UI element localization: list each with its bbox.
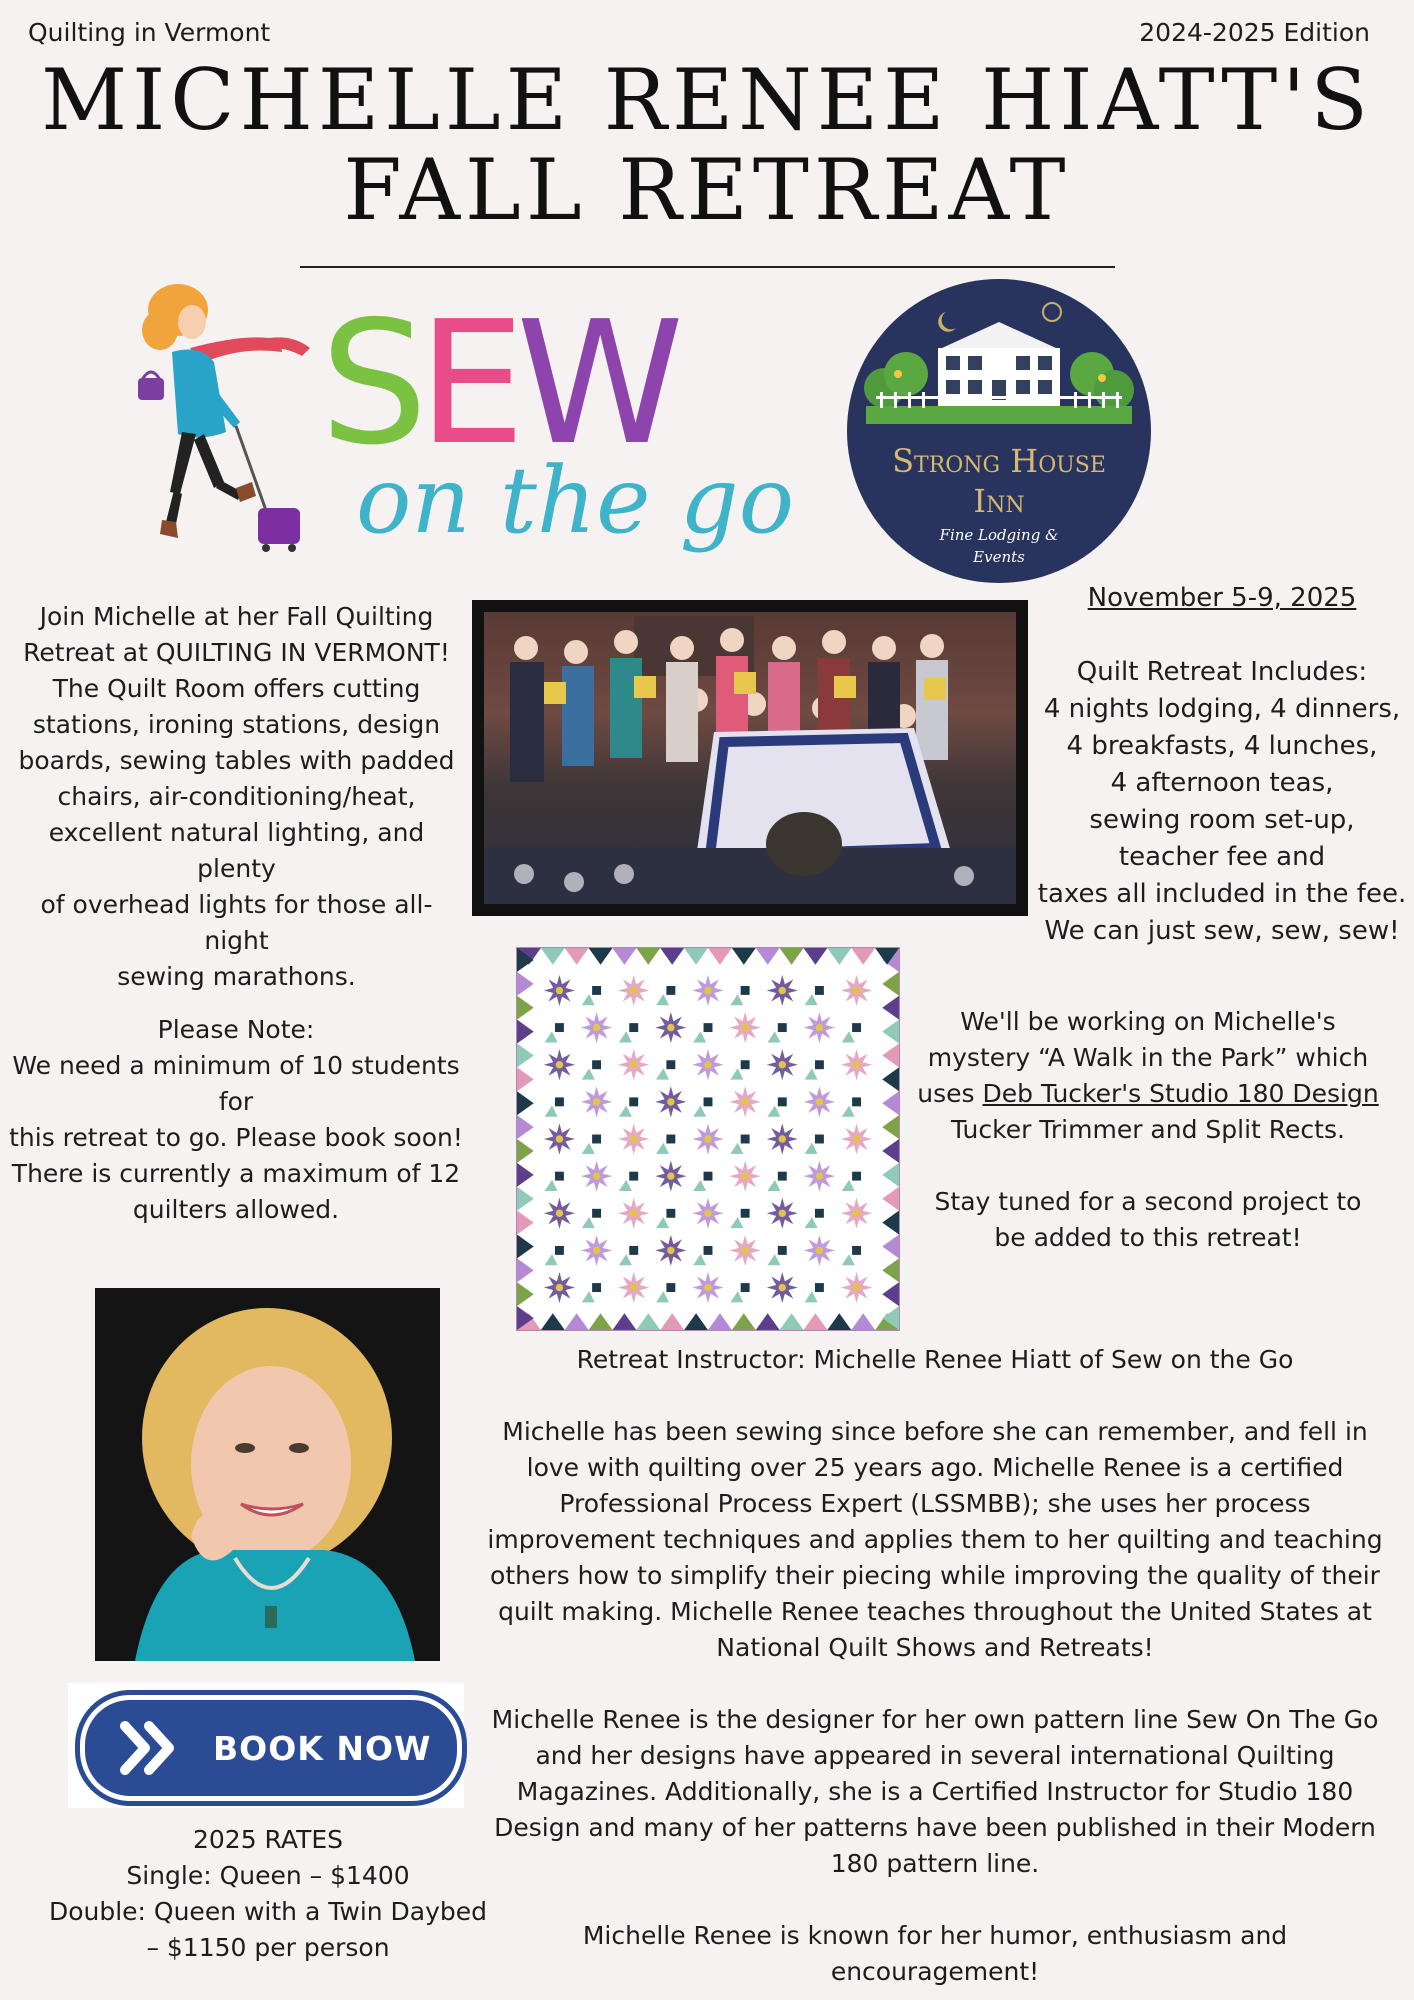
bio-line: Magazines. Additionally, she is a Certified Instructor for Studio 180 bbox=[516, 1777, 1354, 1806]
inn-tagline-line1: Fine Lodging & bbox=[939, 526, 1059, 544]
inn-tagline-line2: Events bbox=[973, 548, 1025, 566]
book-now-button[interactable] bbox=[68, 1683, 464, 1808]
instructor-bio bbox=[480, 1342, 1390, 1990]
rate-line: – $1150 per person bbox=[146, 1933, 390, 1962]
includes-line: taxes all included in the fee. bbox=[1037, 879, 1407, 909]
rates bbox=[48, 1822, 488, 1966]
bio-line: Professional Process Expert (LSSMBB); she uses her process bbox=[559, 1489, 1311, 1518]
intro-line: Retreat at QUILTING IN VERMONT! bbox=[23, 638, 450, 667]
includes-heading: Quilt Retreat Includes: bbox=[1076, 657, 1368, 687]
intro-paragraph bbox=[10, 599, 463, 995]
intro-line: of overhead lights for those all-night bbox=[40, 890, 433, 955]
group-photo bbox=[472, 600, 1028, 916]
project-line: Stay tuned for a second project to bbox=[934, 1187, 1362, 1216]
rate-line: Single: Queen – $1400 bbox=[126, 1861, 410, 1890]
project-line: Tucker Trimmer and Split Rects. bbox=[951, 1115, 1345, 1144]
title-divider bbox=[300, 266, 1115, 268]
includes-list bbox=[1036, 654, 1408, 950]
note-line: We need a minimum of 10 students for bbox=[12, 1051, 460, 1116]
sew-letter-e: E bbox=[418, 285, 526, 483]
page-title-line2: FALL RETREAT bbox=[343, 141, 1071, 239]
includes-line: 4 breakfasts, 4 lunches, bbox=[1066, 731, 1378, 761]
quilt-pattern-image bbox=[516, 947, 900, 1331]
note-heading: Please Note: bbox=[157, 1015, 315, 1044]
on-the-go-wordmark: on the go bbox=[356, 447, 795, 554]
bio-line: others how to simplify their piecing while improving the quality of their bbox=[490, 1561, 1380, 1590]
header-left: Quilting in Vermont bbox=[28, 18, 271, 47]
bio-line: and her designs have appeared in several international Quilting bbox=[535, 1741, 1335, 1770]
bio-line: 180 pattern line. bbox=[830, 1849, 1040, 1878]
includes-line: 4 nights lodging, 4 dinners, bbox=[1043, 694, 1401, 724]
project-line: mystery “A Walk in the Park” which bbox=[927, 1043, 1369, 1072]
bio-line: Design and many of her patterns have been published in their Modern bbox=[494, 1813, 1376, 1842]
rate-line: Double: Queen with a Twin Daybed bbox=[48, 1897, 488, 1926]
inn-name-line2: Inn bbox=[973, 482, 1025, 520]
bio-line: Michelle has been sewing since before she can remember, and fell in bbox=[502, 1417, 1368, 1446]
rates-heading: 2025 RATES bbox=[192, 1825, 344, 1854]
includes-line: teacher fee and bbox=[1118, 842, 1326, 872]
intro-line: sewing marathons. bbox=[117, 962, 356, 991]
bio-line: Michelle Renee is the designer for her own pattern line Sew On The Go bbox=[491, 1705, 1379, 1734]
includes-line: 4 afternoon teas, bbox=[1110, 768, 1334, 798]
bio-line: encouragement! bbox=[830, 1957, 1040, 1986]
project-line: uses bbox=[917, 1079, 983, 1108]
intro-line: chairs, air-conditioning/heat, bbox=[57, 782, 416, 811]
note-line: this retreat to go. Please book soon! bbox=[9, 1123, 463, 1152]
includes-line: sewing room set-up, bbox=[1089, 805, 1355, 835]
sew-letter-w: W bbox=[516, 285, 685, 483]
bio-line: Michelle Renee is known for her humor, enthusiasm and bbox=[582, 1921, 1288, 1950]
header-edition: 2024-2025 Edition bbox=[1139, 18, 1370, 47]
sew-on-the-go-logo bbox=[130, 282, 795, 572]
project-description bbox=[912, 1004, 1384, 1256]
sew-letter-s: S bbox=[320, 285, 428, 483]
inn-name-line1: Strong House bbox=[892, 442, 1106, 480]
intro-line: stations, ironing stations, design bbox=[32, 710, 441, 739]
intro-line: The Quilt Room offers cutting bbox=[52, 674, 421, 703]
double-chevron-icon bbox=[119, 1718, 189, 1778]
bio-line: National Quilt Shows and Retreats! bbox=[716, 1633, 1154, 1662]
please-note bbox=[0, 1012, 472, 1228]
intro-line: Join Michelle at her Fall Quilting bbox=[39, 602, 434, 631]
bio-line: love with quilting over 25 years ago. Michelle Renee is a certified bbox=[526, 1453, 1344, 1482]
note-line: There is currently a maximum of 12 bbox=[11, 1159, 461, 1188]
retreat-dates: November 5-9, 2025 bbox=[1087, 583, 1357, 613]
instructor-portrait bbox=[95, 1288, 440, 1661]
studio-180-link[interactable]: Deb Tucker's Studio 180 Design bbox=[982, 1079, 1379, 1108]
book-now-label: BOOK NOW bbox=[213, 1728, 432, 1768]
bio-line: improvement techniques and applies them to her quilting and teaching bbox=[487, 1525, 1383, 1554]
page-title-line1: MICHELLE RENEE HIATT'S bbox=[41, 51, 1373, 149]
bio-line: quilt making. Michelle Renee teaches throughout the United States at bbox=[498, 1597, 1372, 1626]
strong-house-inn-logo bbox=[846, 278, 1152, 584]
sew-wordmark bbox=[320, 285, 795, 572]
project-line: be added to this retreat! bbox=[994, 1223, 1302, 1252]
note-line: quilters allowed. bbox=[132, 1195, 340, 1224]
instructor-heading: Retreat Instructor: Michelle Renee Hiatt of Sew on the Go bbox=[576, 1345, 1294, 1374]
project-line: We'll be working on Michelle's bbox=[960, 1007, 1336, 1036]
intro-line: boards, sewing tables with padded bbox=[18, 746, 455, 775]
intro-line: excellent natural lighting, and plenty bbox=[48, 818, 425, 883]
includes-line: We can just sew, sew, sew! bbox=[1044, 916, 1400, 946]
